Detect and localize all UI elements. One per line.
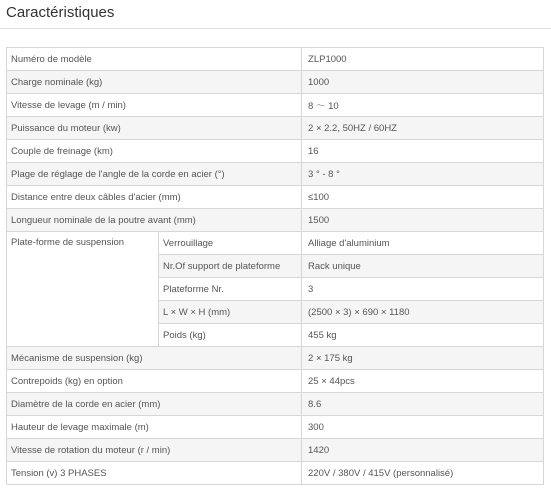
spec-label: Numéro de modèle (7, 48, 302, 71)
spec-value: ZLP1000 (302, 48, 544, 71)
spec-value: 3 (302, 278, 544, 301)
table-row (7, 370, 544, 393)
page-title: Caractéristiques (6, 4, 115, 21)
table-row (7, 209, 544, 232)
spec-value: 2 × 175 kg (302, 347, 544, 370)
table-row (7, 163, 544, 186)
spec-label: Plage de réglage de l'angle de la corde en acier (°) (7, 163, 302, 186)
spec-value: ≤100 (302, 186, 544, 209)
spec-sublabel: Verrouillage (159, 232, 302, 255)
spec-value: 220V / 380V / 415V (personnalisé) (302, 462, 544, 485)
spec-label: Vitesse de levage (m / min) (7, 94, 302, 117)
spec-sublabel: Poids (kg) (159, 324, 302, 347)
title-divider (0, 28, 551, 29)
table-row (7, 232, 544, 255)
spec-label: Contrepoids (kg) en option (7, 370, 302, 393)
table-row (7, 347, 544, 370)
table-row (7, 462, 544, 485)
table-row (7, 71, 544, 94)
spec-sublabel: Plateforme Nr. (159, 278, 302, 301)
spec-label: Diamètre de la corde en acier (mm) (7, 393, 302, 416)
specifications-body (7, 48, 544, 485)
specifications-table (6, 47, 544, 485)
spec-label: Hauteur de levage maximale (m) (7, 416, 302, 439)
spec-value: 16 (302, 140, 544, 163)
spec-label: Couple de freinage (km) (7, 140, 302, 163)
table-row (7, 186, 544, 209)
spec-label: Vitesse de rotation du moteur (r / min) (7, 439, 302, 462)
spec-label: Tension (v) 3 PHASES (7, 462, 302, 485)
spec-value: 300 (302, 416, 544, 439)
spec-value: 1500 (302, 209, 544, 232)
spec-value: 25 × 44pcs (302, 370, 544, 393)
spec-label: Puissance du moteur (kw) (7, 117, 302, 140)
spec-value: 8 ～ 10 (302, 94, 544, 117)
spec-value: Rack unique (302, 255, 544, 278)
spec-value: 8.6 (302, 393, 544, 416)
spec-value: Alliage d'aluminium (302, 232, 544, 255)
table-row (7, 140, 544, 163)
table-row (7, 117, 544, 140)
table-row (7, 48, 544, 71)
spec-value: 1420 (302, 439, 544, 462)
table-row (7, 393, 544, 416)
spec-value: 455 kg (302, 324, 544, 347)
spec-sublabel: Nr.Of support de plateforme (159, 255, 302, 278)
table-row (7, 416, 544, 439)
table-row (7, 439, 544, 462)
spec-sublabel: L × W × H (mm) (159, 301, 302, 324)
spec-value: 2 × 2.2, 50HZ / 60HZ (302, 117, 544, 140)
spec-label: Longueur nominale de la poutre avant (mm) (7, 209, 302, 232)
spec-label: Charge nominale (kg) (7, 71, 302, 94)
table-row (7, 94, 544, 117)
spec-value: 1000 (302, 71, 544, 94)
spec-group-label: Plate-forme de suspension (7, 232, 159, 347)
spec-value: 3 ° - 8 ° (302, 163, 544, 186)
spec-label: Mécanisme de suspension (kg) (7, 347, 302, 370)
spec-value: (2500 × 3) × 690 × 1180 (302, 301, 544, 324)
spec-label: Distance entre deux câbles d'acier (mm) (7, 186, 302, 209)
